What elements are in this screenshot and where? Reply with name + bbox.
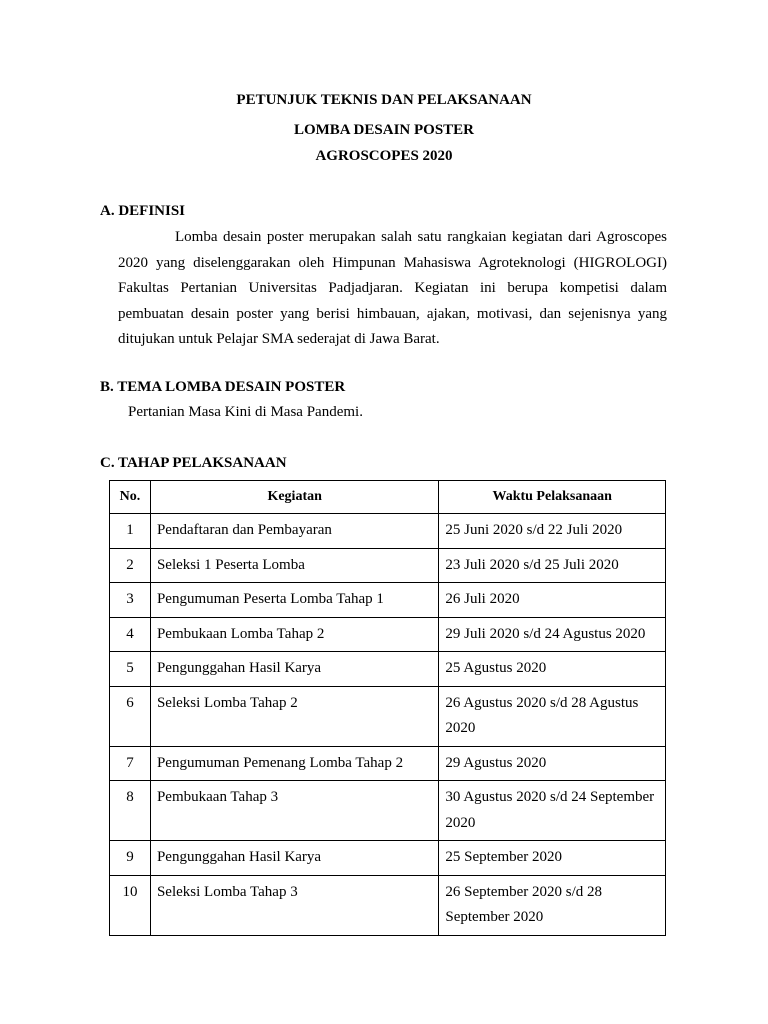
column-header-kegiatan: Kegiatan [150, 481, 438, 514]
table-row [110, 652, 666, 687]
cell-no: 3 [110, 583, 151, 618]
cell-waktu: 23 Juli 2020 s/d 25 Juli 2020 [439, 548, 666, 583]
section-c-heading: C. TAHAP PELAKSANAAN [100, 455, 287, 471]
table-row [110, 686, 666, 746]
cell-kegiatan: Seleksi Lomba Tahap 2 [150, 686, 438, 746]
column-header-no: No. [110, 481, 151, 514]
section-b-heading: B. TEMA LOMBA DESAIN POSTER [100, 379, 346, 395]
section-a-heading: A. DEFINISI [100, 203, 186, 219]
table-header-row [110, 481, 666, 514]
table-row [110, 617, 666, 652]
cell-no: 6 [110, 686, 151, 746]
cell-no: 4 [110, 617, 151, 652]
cell-no: 2 [110, 548, 151, 583]
section-a-body: Lomba desain poster merupakan salah satu rangkaian kegiatan dari Agroscopes 2020 yang diselenggarakan oleh Himpunan Mahasiswa Agroteknologi (HIGROLOGI) Fakultas Pertanian Universitas Padjadjaran. Kegiatan ini berupa kompetisi dalam pembuatan desain poster yang berisi himbauan, ajakan, motivasi, dan sejenisnya yang ditujukan untuk Pelajar SMA sederajat di Jawa Barat. [118, 229, 667, 347]
column-header-waktu: Waktu Pelaksanaan [439, 481, 666, 514]
cell-no: 1 [110, 514, 151, 549]
cell-kegiatan: Pendaftaran dan Pembayaran [150, 514, 438, 549]
table-row [110, 548, 666, 583]
table-row [110, 841, 666, 876]
cell-kegiatan: Pembukaan Tahap 3 [150, 781, 438, 841]
section-b-body: Pertanian Masa Kini di Masa Pandemi. [128, 404, 363, 420]
table-row [110, 514, 666, 549]
cell-kegiatan: Pengumuman Peserta Lomba Tahap 1 [150, 583, 438, 618]
cell-waktu: 30 Agustus 2020 s/d 24 September 2020 [439, 781, 666, 841]
cell-waktu: 26 Juli 2020 [439, 583, 666, 618]
table-row [110, 781, 666, 841]
cell-kegiatan: Seleksi Lomba Tahap 3 [150, 875, 438, 935]
cell-waktu: 29 Juli 2020 s/d 24 Agustus 2020 [439, 617, 666, 652]
cell-kegiatan: Pengumuman Pemenang Lomba Tahap 2 [150, 746, 438, 781]
doc-title-line-1: PETUNJUK TEKNIS DAN PELAKSANAAN [236, 92, 532, 108]
table-row [110, 875, 666, 935]
cell-kegiatan: Pengunggahan Hasil Karya [150, 841, 438, 876]
cell-waktu: 25 Juni 2020 s/d 22 Juli 2020 [439, 514, 666, 549]
table-row [110, 746, 666, 781]
cell-no: 8 [110, 781, 151, 841]
cell-kegiatan: Seleksi 1 Peserta Lomba [150, 548, 438, 583]
cell-waktu: 29 Agustus 2020 [439, 746, 666, 781]
cell-kegiatan: Pembukaan Lomba Tahap 2 [150, 617, 438, 652]
cell-waktu: 26 Agustus 2020 s/d 28 Agustus 2020 [439, 686, 666, 746]
cell-waktu: 25 Agustus 2020 [439, 652, 666, 687]
cell-no: 9 [110, 841, 151, 876]
table-row [110, 583, 666, 618]
cell-no: 7 [110, 746, 151, 781]
doc-title-line-3: AGROSCOPES 2020 [315, 148, 453, 164]
doc-title-line-2: LOMBA DESAIN POSTER [293, 122, 475, 138]
cell-no: 10 [110, 875, 151, 935]
schedule-table [109, 480, 666, 936]
cell-kegiatan: Pengunggahan Hasil Karya [150, 652, 438, 687]
cell-waktu: 26 September 2020 s/d 28 September 2020 [439, 875, 666, 935]
cell-no: 5 [110, 652, 151, 687]
cell-waktu: 25 September 2020 [439, 841, 666, 876]
